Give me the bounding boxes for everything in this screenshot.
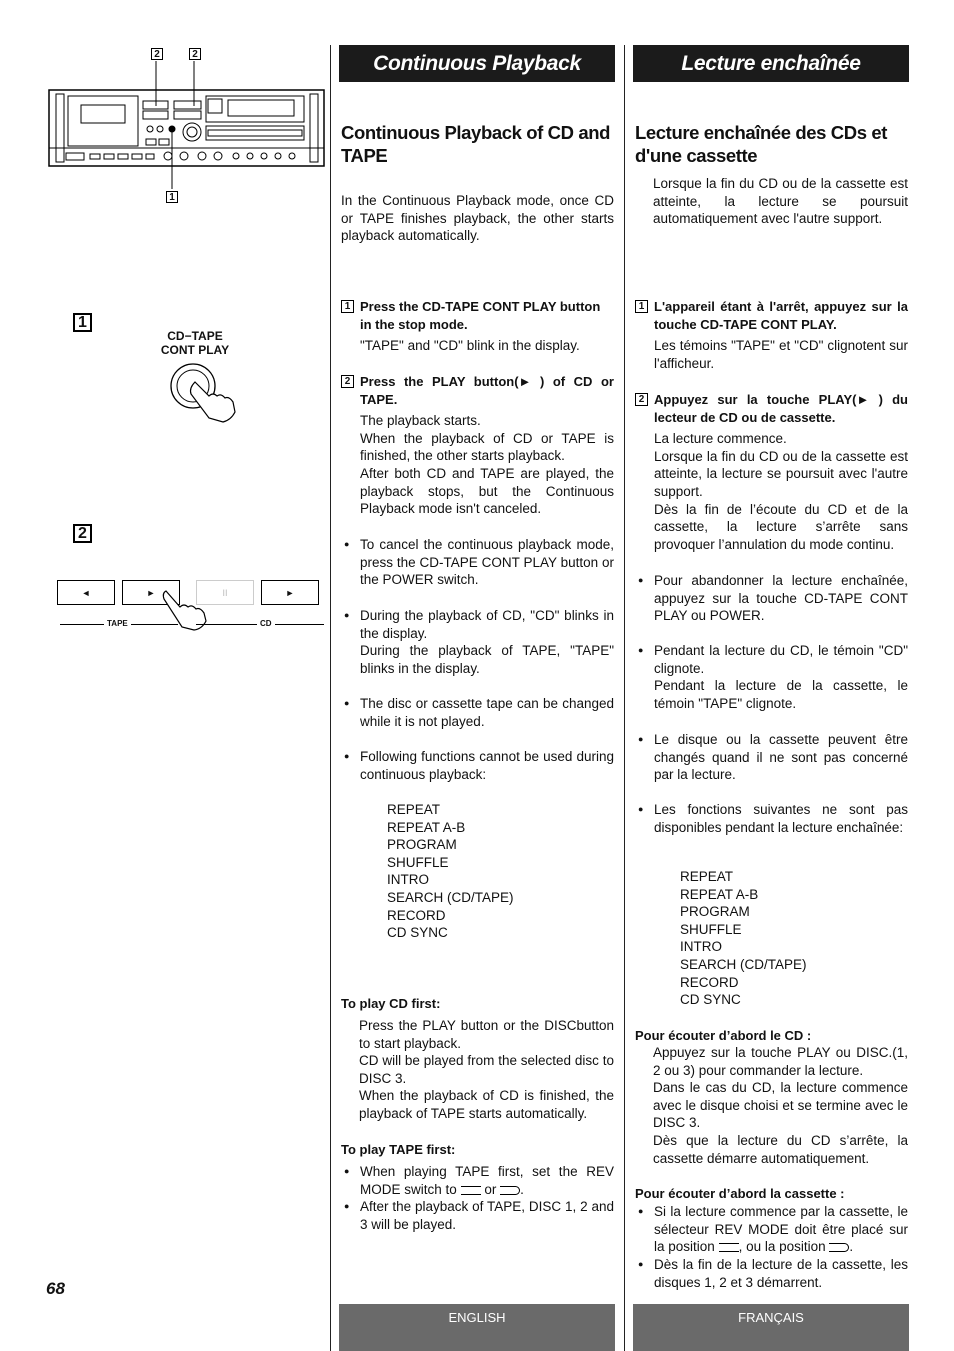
english-function-list (387, 801, 514, 942)
english-tape-first-bullet-1: ● When playing TAPE first, set the REV MODE switch to or . (341, 1163, 614, 1198)
english-bullet-blink (341, 607, 614, 677)
french-tape-first-mid: , ou la position (738, 1239, 826, 1255)
english-cd-first-line-1: Press the PLAY button or the DISCbutton to start playback. (359, 1018, 614, 1051)
french-tape-first-title: Pour écouter d’abord la cassette : (635, 1186, 845, 1201)
english-step-1-number: 1 (341, 300, 354, 313)
french-header: Lecture enchaînée (633, 45, 909, 82)
function-item: PROGRAM (680, 904, 750, 920)
function-item: INTRO (680, 939, 722, 955)
french-bullet-blink (635, 642, 908, 712)
french-bullet-change: ● Le disque ou la cassette peuvent être changés quand il ne sont pas concerné par la lecture. (635, 731, 908, 784)
function-item: SEARCH (CD/TAPE) (387, 889, 514, 905)
function-item: REPEAT A-B (387, 819, 466, 835)
function-item: INTRO (387, 872, 429, 888)
cont-play-label (150, 329, 240, 357)
english-step-2 (341, 373, 614, 518)
tape-reverse-play-button[interactable]: ◄ (57, 580, 115, 605)
rev-mode-loop-icon (829, 1243, 849, 1252)
french-bullet-cancel: ● Pour abandonner la lecture enchaînée, appuyez sur la touche CD-TAPE CONT PLAY ou POWER. (635, 572, 908, 625)
hand-pressing-button-icon (165, 360, 245, 424)
column-divider-left (330, 45, 331, 1351)
function-item: REPEAT A-B (680, 886, 759, 902)
rev-mode-loop-icon (500, 1186, 520, 1195)
french-step-1-desc: Les témoins "TAPE" et "CD" clignotent sur l'afficheur. (654, 338, 908, 371)
cd-bracket-label: CD (257, 619, 275, 628)
function-item: SEARCH (CD/TAPE) (680, 956, 807, 972)
english-bullet-blink-tape: During the playback of TAPE, "TAPE" blinks in the display. (360, 643, 614, 676)
english-step-2-desc-2: When the playback of CD or TAPE is finished, the other starts playback. (360, 430, 614, 464)
french-tape-first-bullet-2: ● Dès la fin de la lecture de la cassette, les disques 1, 2 et 3 démarrent. (635, 1256, 908, 1291)
french-footer-tab: FRANÇAIS (633, 1304, 909, 1351)
deck-front-panel-illustration (46, 44, 328, 204)
french-cd-first-line-3: Dès que la lecture du CD s’arrête, la cassette démarre automatiquement. (653, 1132, 908, 1166)
english-step-2-title: Press the PLAY button(► ) of CD or TAPE. (360, 374, 614, 407)
step-1-marker: 1 (73, 313, 92, 332)
english-cd-first-body (359, 1017, 614, 1123)
function-item: CD SYNC (387, 925, 448, 941)
french-step-1-title: L'appareil étant à l'arrêt, appuyez sur la touche CD-TAPE CONT PLAY. (654, 299, 908, 332)
french-step-1 (635, 298, 908, 372)
cont-play-label-line2: CONT PLAY (160, 343, 230, 357)
french-tape-first-text: Si la lecture commence par la cassette, le sélecteur REV MODE doit être placé sur la position (654, 1204, 908, 1255)
tape-forward-play-button[interactable]: ► (122, 580, 180, 605)
tape-bracket-label: TAPE (104, 619, 131, 628)
cd-pause-button[interactable]: II (196, 580, 254, 605)
function-item: RECORD (680, 974, 739, 990)
function-item: REPEAT (387, 802, 441, 817)
english-tape-first-title: To play TAPE first: (341, 1142, 456, 1157)
french-step-2-number: 2 (635, 393, 648, 406)
english-step-1-title: Press the CD-TAPE CONT PLAY button in the stop mode. (360, 299, 601, 332)
french-function-list (680, 868, 807, 1009)
french-bullet-blink-cd: ● Pendant la lecture du CD, le témoin "CD" clignote. (654, 643, 908, 676)
cd-play-button[interactable]: ► (261, 580, 319, 605)
english-step-2-number: 2 (341, 375, 354, 388)
english-section-title: Continuous Playback of CD and TAPE (341, 122, 611, 166)
french-tape-first-bullet-1: ● Si la lecture commence par la cassette, le sélecteur REV MODE doit être placé sur la position , ou la position . (635, 1203, 908, 1256)
english-cd-first-line-3: When the playback of CD is finished, the playback of TAPE starts automatically. (359, 1088, 614, 1121)
english-step-1 (341, 298, 614, 355)
english-step-2-desc-1: The playback starts. (360, 413, 481, 429)
french-step-1-number: 1 (635, 300, 648, 313)
english-tape-first-text: When playing TAPE first, set the REV MODE switch to (360, 1164, 614, 1197)
function-item: SHUFFLE (680, 921, 742, 937)
english-intro: In the Continuous Playback mode, once CD or TAPE finishes playback, the other starts playback automatically. (341, 193, 614, 244)
french-step-2-title: Appuyez sur la touche PLAY(► ) du lecteur de CD ou de cassette. (654, 392, 908, 425)
marker-step-1: 1 (166, 191, 178, 203)
function-item: CD SYNC (680, 992, 741, 1008)
english-cd-first-title: To play CD first: (341, 996, 441, 1011)
french-cd-first-body (653, 1044, 908, 1167)
french-step-2-desc-3: Dès la fin de l’écoute du CD et de la cassette, la lecture s’arrête sans provoquer l’annulation du mode continu. (654, 501, 908, 552)
english-footer-tab: ENGLISH (339, 1304, 615, 1351)
cont-play-label-line1: CD−TAPE (167, 329, 223, 343)
french-intro: Lorsque la fin du CD ou de la cassette est atteinte, la lecture se poursuit automatiquement avec l'autre support. (653, 176, 908, 227)
function-item: SHUFFLE (387, 854, 449, 870)
english-bullet-cancel: ● To cancel the continuous playback mode, press the CD-TAPE CONT PLAY button or the POWER switch. (341, 536, 614, 589)
column-divider-right (624, 45, 625, 1351)
english-step-2-desc-3: After both CD and TAPE are played, the playback stops, but the Continuous Playback mode isn't canceled. (360, 465, 614, 517)
english-tape-first-bullet-2: ● After the playback of TAPE, DISC 1, 2 and 3 will be played. (341, 1198, 614, 1233)
step-2-marker: 2 (73, 524, 92, 543)
english-tape-first-or: or (484, 1181, 497, 1197)
page-number: 68 (46, 1279, 65, 1298)
english-step-1-desc: "TAPE" and "CD" blink in the display. (360, 338, 580, 354)
english-bullet-blink-cd: ● During the playback of CD, "CD" blinks in the display. (360, 608, 614, 641)
french-cd-first-title: Pour écouter d’abord le CD : (635, 1028, 812, 1043)
french-bullet-functions: ● Les fonctions suivantes ne sont pas disponibles pendant la lecture enchaînée: (635, 801, 908, 836)
rev-mode-one-way-icon (461, 1186, 481, 1195)
french-cd-first-line-2: Dans le cas du CD, la lecture commence avec le disque choisi et se termine avec le DISC 3. (653, 1080, 908, 1131)
marker-step-2-left: 2 (151, 48, 163, 60)
rev-mode-one-way-icon (719, 1243, 739, 1252)
function-item: PROGRAM (387, 837, 457, 853)
function-item: RECORD (387, 907, 446, 923)
english-bullet-change: ● The disc or cassette tape can be changed while it is not played. (341, 695, 614, 730)
english-bullet-functions: ● Following functions cannot be used during continuous playback: (341, 748, 614, 783)
french-bullet-blink-tape: Pendant la lecture de la cassette, le témoin "TAPE" clignote. (654, 678, 908, 711)
french-section-title: Lecture enchaînée des CDs et d'une cassette (635, 122, 888, 166)
french-step-2-desc-1: La lecture commence. (654, 431, 787, 447)
english-cd-first-line-2: CD will be played from the selected disc to DISC 3. (359, 1053, 614, 1086)
french-cd-first-line-1: Appuyez sur la touche PLAY ou DISC.(1, 2 ou 3) pour commander la lecture. (653, 1045, 908, 1078)
french-step-2 (635, 391, 908, 553)
marker-step-2-right: 2 (189, 48, 201, 60)
french-step-2-desc-2: Lorsque la fin du CD ou de la cassette est atteinte, la lecture se poursuit avec l'autre support. (654, 448, 908, 499)
function-item: REPEAT (680, 869, 734, 884)
english-header: Continuous Playback (339, 45, 615, 82)
